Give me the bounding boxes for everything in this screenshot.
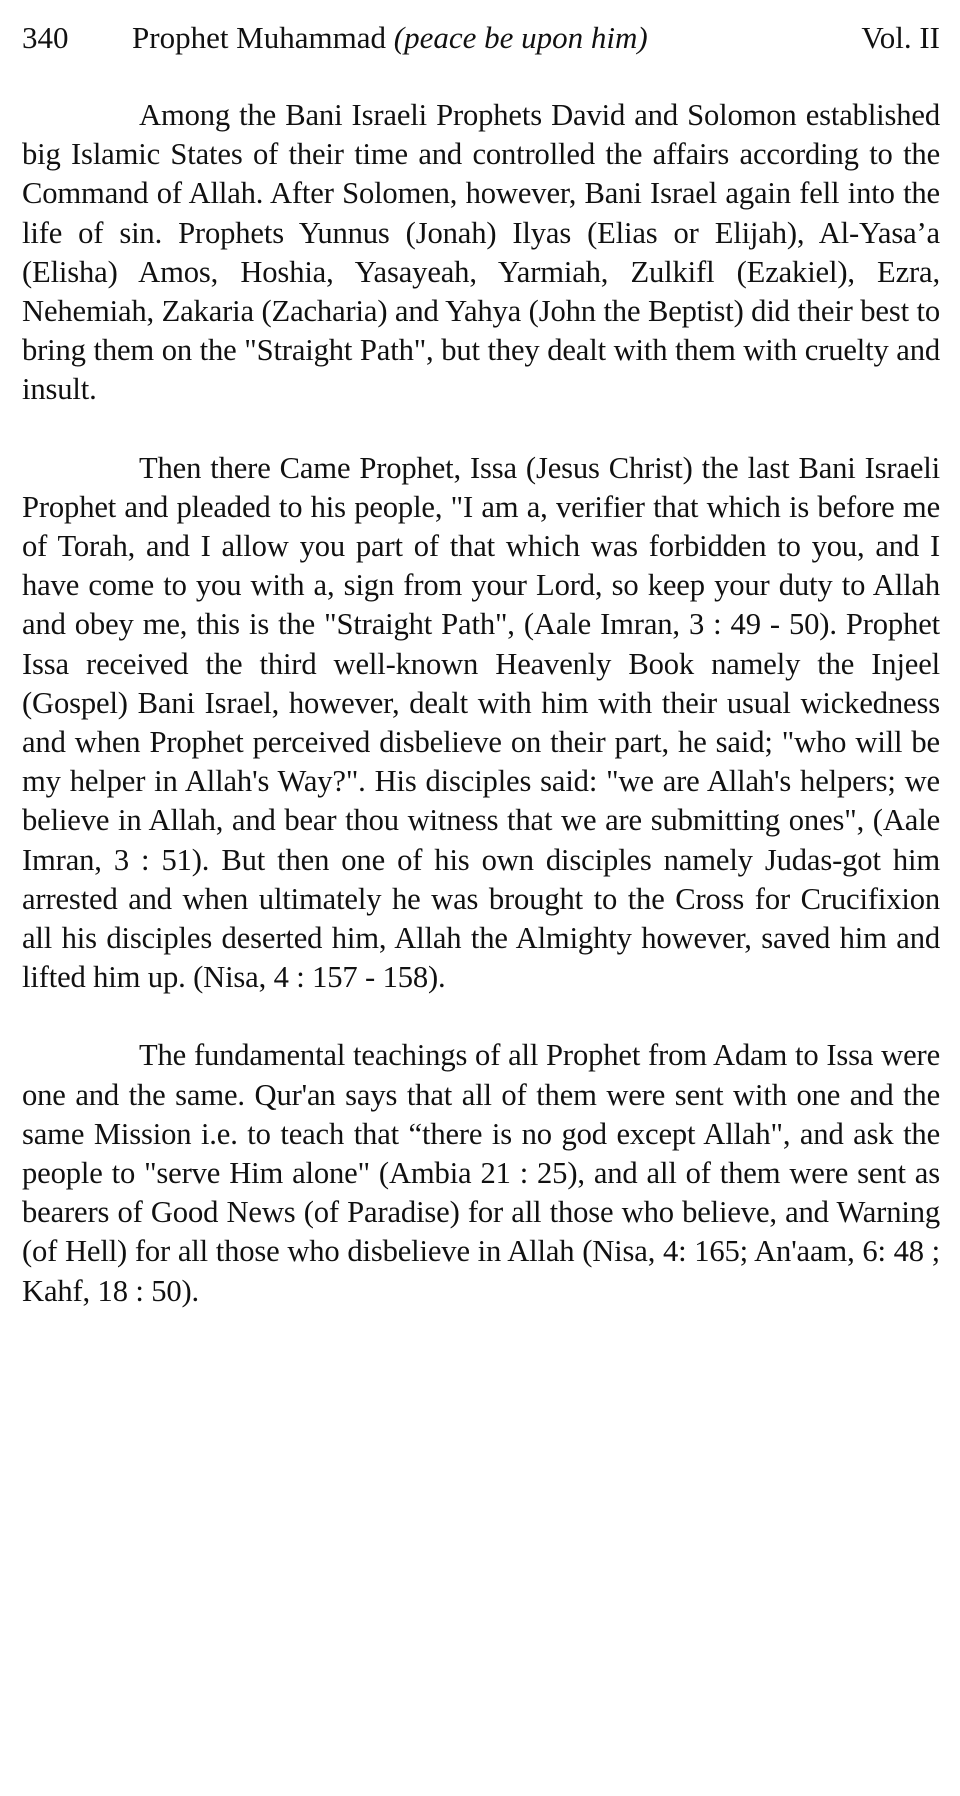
book-page	[22, 0, 940, 1796]
body-text	[22, 96, 940, 1311]
volume-label: Vol. II	[861, 20, 940, 55]
running-header	[22, 14, 940, 62]
book-title	[132, 14, 648, 62]
book-title-main: Prophet Muhammad	[132, 20, 394, 55]
page-number: 340	[22, 20, 69, 55]
paragraph-3: The fundamental teachings of all Prophet from Adam to Issa were one and the same. Qur'an says that all of them were sent with one and the same Mission i.e. to teach that “there is no god except Allah", and ask the people to "serve Him alone" (Ambia 21 : 25), and all of them were sent as bearers of Good News (of Paradise) for all those who believe, and Warning (of Hell) for all those who disbelieve in Allah (Nisa, 4: 165; An'aam, 6: 48 ; Kahf, 18 : 50).	[22, 1038, 940, 1308]
paragraph-2: Then there Came Prophet, Issa (Jesus Christ) the last Bani Israeli Prophet and pleaded to his people, "I am a, verifier that which is before me of Torah, and I allow you part of that which was forbidden to you, and I have come to you with a, sign from your Lord, so keep your duty to Allah and obey me, this is the "Straight Path", (Aale Imran, 3 : 49 - 50). Prophet Issa received the third well-known Heavenly Book namely the Injeel (Gospel) Bani Israel, however, dealt with him with their usual wickedness and when Prophet perceived disbelieve on their part, he said; "who will be my helper in Allah's Way?". His disciples said: "we are Allah's helpers; we believe in Allah, and bear thou witness that we are submitting ones", (Aale Imran, 3 : 51). But then one of his own disciples namely Judas-got him arrested and when ultimately he was brought to the Cross for Crucifixion all his disciples deserted him, Allah the Almighty however, saved him and lifted him up. (Nisa, 4 : 157 - 158).	[22, 450, 940, 995]
paragraph-1: Among the Bani Israeli Prophets David and Solomon established big Islamic States of their time and controlled the affairs according to the Command of Allah. After Solomen, however, Bani Israel again fell into the life of sin. Prophets Yunnus (Jonah) Ilyas (Elias or Elijah), Al-Yasa’a (Elisha) Amos, Hoshia, Yasayeah, Yarmiah, Zulkifl (Ezakiel), Ezra, Nehemiah, Zakaria (Zacharia) and Yahya (John the Beptist) did their best to bring them on the "Straight Path", but they dealt with them with cruelty and insult.	[22, 98, 940, 407]
book-title-honorific: (peace be upon him)	[393, 20, 648, 55]
